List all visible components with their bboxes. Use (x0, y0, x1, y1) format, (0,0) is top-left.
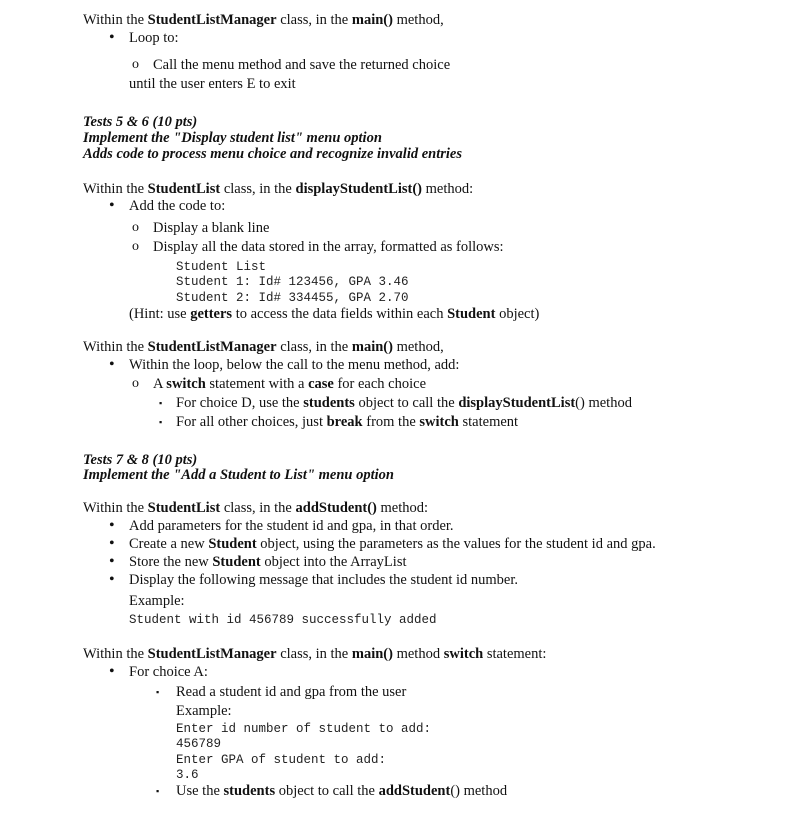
sec2-blank-line: Display a blank line (153, 220, 270, 236)
sec5-use: Use the students object to call the addStudent() method (176, 783, 508, 799)
bullet-icon: • (109, 517, 115, 534)
sec2-add-code: Add the code to: (129, 198, 226, 214)
sec5-example: Example: (176, 703, 232, 719)
code-line: 3.6 (176, 768, 199, 782)
bullet-icon: • (109, 535, 115, 552)
circle-bullet-icon: o (132, 376, 139, 391)
sec3-switch-line: A switch statement with a case for each choice (153, 376, 427, 392)
bullet-icon: • (109, 197, 115, 214)
tests56-implement: Implement the "Display student list" menu option (83, 130, 382, 146)
sec3-other: For all other choices, just break from the switch statement (176, 414, 519, 430)
sec1-until: until the user enters E to exit (129, 76, 296, 92)
bullet-icon: • (109, 571, 115, 588)
code-line: Student List (176, 260, 267, 274)
sec3-choice-d: For choice D, use the students object to call the displayStudentList() method (176, 395, 632, 411)
sec1-intro: Within the StudentListManager class, in the main() method, (83, 12, 444, 28)
square-bullet-icon: ▪ (159, 398, 163, 408)
sec4-intro: Within the StudentList class, in the addStudent() method: (83, 500, 429, 516)
circle-bullet-icon: o (132, 239, 139, 254)
code-line: Enter id number of student to add: (176, 722, 432, 736)
sec3-within-loop: Within the loop, below the call to the menu method, add: (129, 357, 460, 373)
square-bullet-icon: ▪ (156, 786, 160, 796)
sec2-display-all: Display all the data stored in the array, formatted as follows: (153, 239, 504, 255)
circle-bullet-icon: o (132, 57, 139, 72)
code-line: Student 2: Id# 334455, GPA 2.70 (176, 291, 409, 305)
bullet-icon: • (109, 553, 115, 570)
code-line: Student with id 456789 successfully added (129, 613, 437, 627)
sec5-intro: Within the StudentListManager class, in the main() method switch statement: (83, 646, 547, 662)
bullet-icon: • (109, 663, 115, 680)
sec5-choice-a: For choice A: (129, 664, 208, 680)
sec3-intro: Within the StudentListManager class, in the main() method, (83, 339, 444, 355)
tests78-implement: Implement the "Add a Student to List" menu option (83, 467, 394, 483)
bullet-icon: • (109, 356, 115, 373)
sec4-display-msg: Display the following message that includes the student id number. (129, 572, 519, 588)
code-line: 456789 (176, 737, 222, 751)
tests78-title: Tests 7 & 8 (10 pts) (83, 452, 198, 468)
sec4-store: Store the new Student object into the ArrayList (129, 554, 407, 570)
square-bullet-icon: ▪ (159, 417, 163, 427)
sec2-intro: Within the StudentList class, in the displayStudentList() method: (83, 181, 474, 197)
sec4-example: Example: (129, 593, 185, 609)
sec5-read: Read a student id and gpa from the user (176, 684, 407, 700)
bullet-icon: • (109, 29, 115, 46)
sec4-add-params: Add parameters for the student id and gpa, in that order. (129, 518, 454, 534)
sec1-call-menu: Call the menu method and save the returned choice (153, 57, 451, 73)
sec2-hint: (Hint: use getters to access the data fields within each Student object) (129, 306, 540, 322)
tests56-title: Tests 5 & 6 (10 pts) (83, 114, 198, 130)
tests56-adds: Adds code to process menu choice and recognize invalid entries (83, 146, 462, 162)
code-line: Enter GPA of student to add: (176, 753, 387, 767)
circle-bullet-icon: o (132, 220, 139, 235)
sec4-create: Create a new Student object, using the parameters as the values for the student id and gpa. (129, 536, 656, 552)
code-line: Student 1: Id# 123456, GPA 3.46 (176, 275, 409, 289)
sec1-loop-to: Loop to: (129, 30, 179, 46)
square-bullet-icon: ▪ (156, 687, 160, 697)
